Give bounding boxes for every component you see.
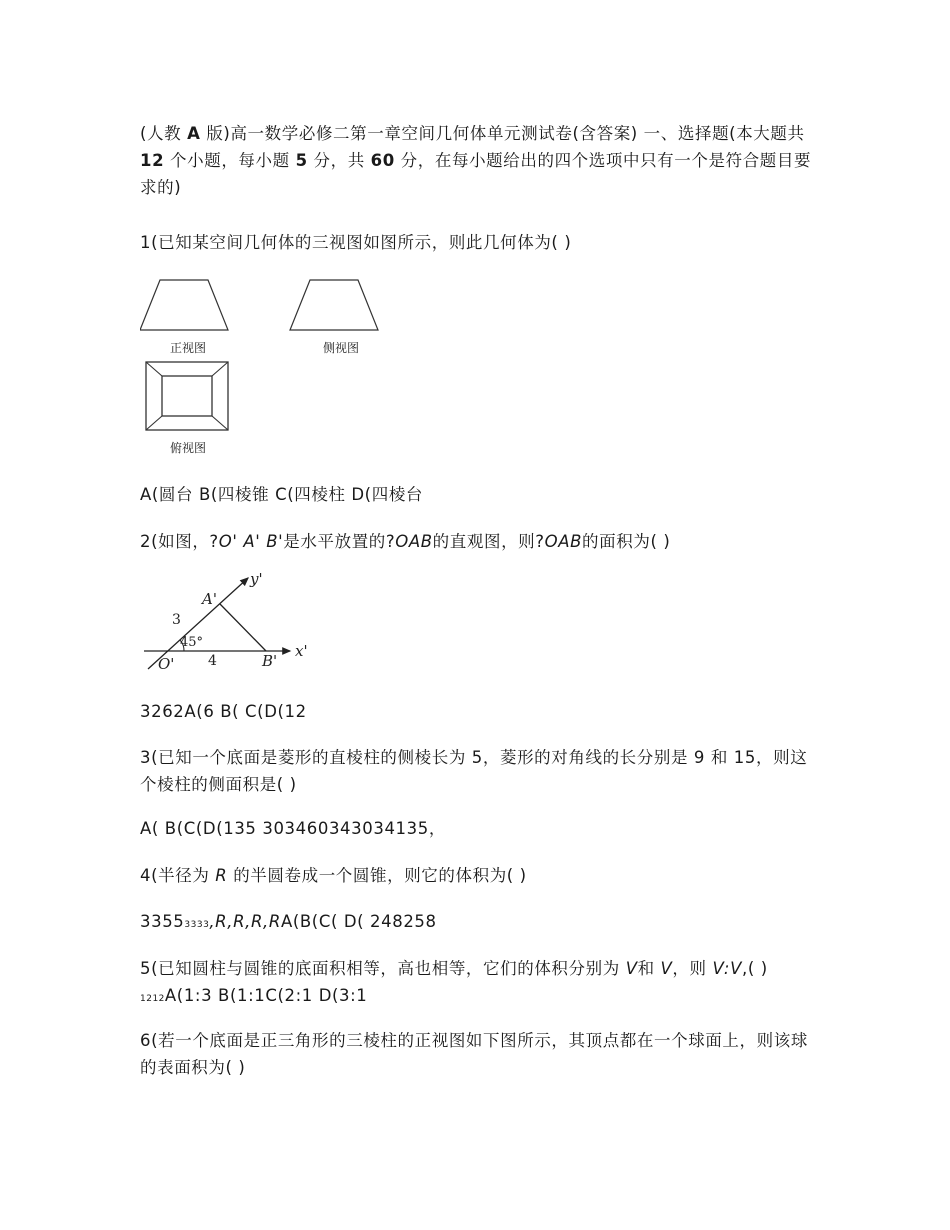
question-1: 1(已知某空间几何体的三视图如图所示，则此几何体为( ): [140, 233, 572, 252]
label-angle-45: 45°: [180, 635, 204, 650]
label-b-prime: B': [262, 652, 278, 670]
header-text: 个小题，每小题: [164, 151, 296, 170]
label-o-prime: O': [158, 655, 175, 673]
exam-header: [140, 120, 815, 201]
var-oab-prime: O' A' B': [218, 532, 284, 551]
oblique-view-svg: [140, 566, 320, 676]
header-edition: A: [187, 124, 201, 143]
header-points: 5: [295, 151, 308, 170]
var-oab: OAB: [395, 532, 433, 551]
side-view-caption: 侧视图: [323, 341, 360, 355]
question-6: 6(若一个底面是正三角形的三棱柱的正视图如下图所示，其顶点都在一个球面上，则该球的表面积为( ): [140, 1031, 808, 1077]
label-length-4: 4: [208, 653, 217, 669]
label-a-prime: A': [202, 590, 217, 608]
question-4: 4(半径为 R 的半圆卷成一个圆锥，则它的体积为( ): [140, 866, 527, 885]
front-view-trapezoid: [140, 280, 228, 330]
top-view-inner: [162, 376, 212, 416]
side-view-trapezoid: [290, 280, 378, 330]
segment-ab: [220, 604, 266, 651]
header-text: 版)高一数学必修二第一章空间几何体单元测试卷(含答案) 一、选择题(本大题共: [200, 124, 805, 143]
header-text: 分，在每小题给出的四个选项中只有一个是符合题目要求的): [140, 151, 812, 197]
top-view-caption: 俯视图: [170, 441, 207, 455]
three-view-svg: [140, 272, 380, 460]
header-count: 12: [140, 151, 165, 170]
header-text: 分，共: [307, 151, 371, 170]
question-2: 2(如图，?O' A' B'是水平放置的?OAB的直观图，则?OAB的面积为( ): [140, 532, 671, 551]
var-v1: V: [625, 959, 638, 978]
var-oab: OAB: [544, 532, 583, 551]
label-x-prime: x': [295, 642, 308, 660]
label-length-3: 3: [172, 612, 181, 628]
header-text: (人教: [140, 124, 188, 143]
question-3: 3(已知一个底面是菱形的直棱柱的侧棱长为 5，菱形的对角线的长分别是 9 和 15，则这个棱柱的侧面积是( ): [140, 748, 808, 794]
var-ratio: V:V: [712, 959, 742, 978]
question-4-options: 33553333,R,R,R,RA(B(C( D( 248258: [140, 912, 437, 931]
header-total: 60: [370, 151, 395, 170]
oblique-view-figure: [140, 566, 320, 680]
var-r: R: [215, 866, 228, 885]
front-view-caption: 正视图: [170, 341, 207, 355]
label-y-prime: y': [250, 570, 263, 588]
question-5: 5(已知圆柱与圆锥的底面积相等，高也相等，它们的体积分别为 V和 V，则 V:V,( ) 1212A(1:3 B(1:1C(2:1 D(3:1: [140, 959, 768, 1005]
question-2-options: 3262A(6 B( C(D(12: [140, 702, 307, 721]
question-5-options: A(1:3 B(1:1C(2:1 D(3:1: [164, 986, 368, 1005]
three-view-figure: [140, 272, 380, 464]
var-v2: V: [660, 959, 673, 978]
question-1-options: A(圆台 B(四棱锥 C(四棱柱 D(四棱台: [140, 485, 424, 504]
question-3-options: A( B(C(D(135 303460343034135，: [140, 819, 446, 838]
